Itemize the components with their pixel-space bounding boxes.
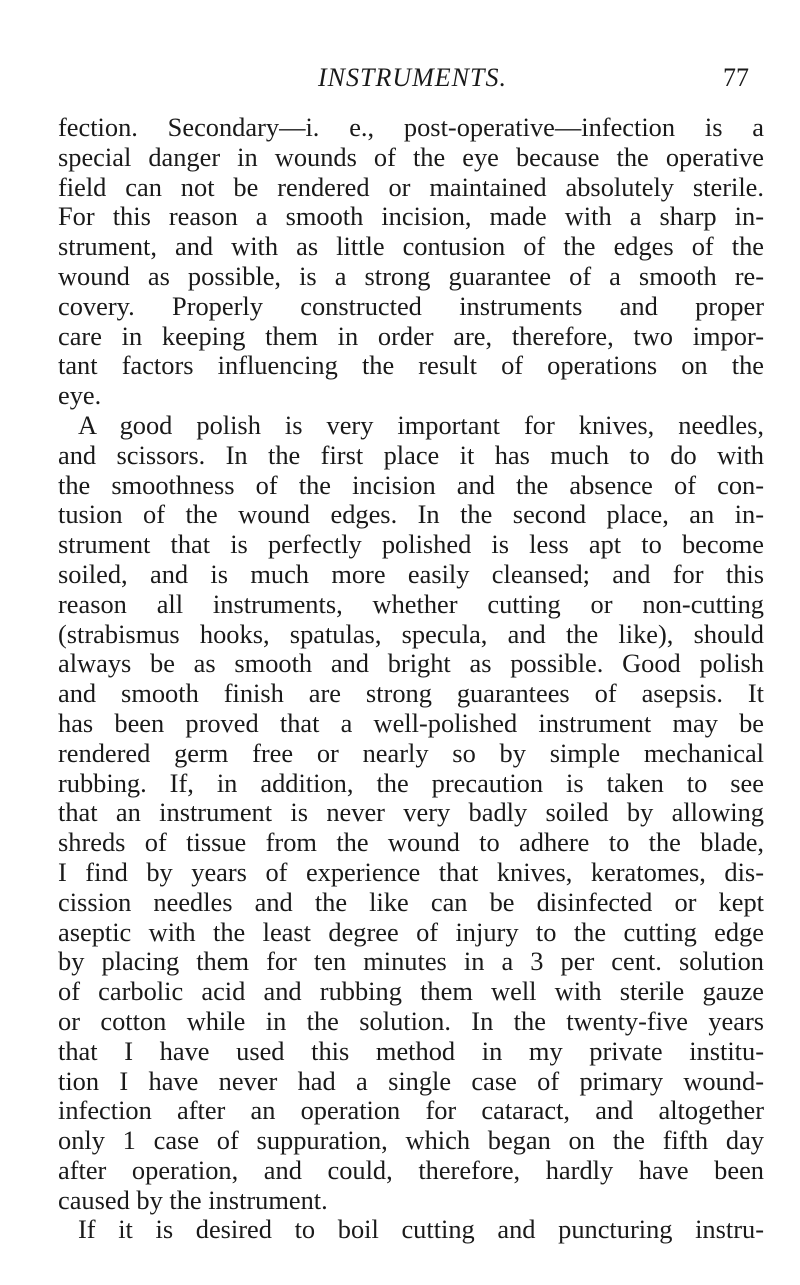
text-line: field can not be rendered or maintained absolutely sterile. bbox=[58, 171, 764, 202]
text-line: and smooth finish are strong guarantees of asepsis. It bbox=[58, 678, 764, 709]
text-line: tusion of the wound edges. In the second place, an in- bbox=[58, 499, 764, 530]
running-header bbox=[0, 58, 800, 98]
text-line: soiled, and is much more easily cleansed; and for this bbox=[58, 558, 764, 589]
running-title: INSTRUMENTS. bbox=[318, 63, 507, 92]
text-line: and scissors. In the first place it has much to do with bbox=[58, 439, 764, 470]
text-line: the smoothness of the incision and the absence of con- bbox=[58, 469, 764, 500]
text-line: rendered germ free or nearly so by simple mechanical bbox=[58, 737, 764, 768]
text-line: covery. Properly constructed instruments and proper bbox=[58, 290, 764, 321]
text-line: wound as possible, is a strong guarantee of a smooth re- bbox=[58, 260, 764, 291]
text-line: only 1 case of suppuration, which began on the fifth day bbox=[58, 1125, 764, 1156]
text-line: For this reason a smooth incision, made with a sharp in- bbox=[58, 201, 764, 232]
text-line: care in keeping them in order are, therefore, two impor- bbox=[58, 320, 764, 351]
paragraph-start-line: If it is desired to boil cutting and puncturing instru- bbox=[78, 1214, 764, 1245]
text-line: tant factors influencing the result of operations on the bbox=[58, 350, 764, 381]
paragraph-end-line: eye. bbox=[58, 380, 102, 411]
text-line: tion I have never had a single case of primary wound- bbox=[58, 1065, 764, 1096]
text-line: or cotton while in the solution. In the twenty-five years bbox=[58, 1005, 764, 1036]
text-line: aseptic with the least degree of injury to the cutting edge bbox=[58, 916, 764, 947]
text-line: always be as smooth and bright as possible. Good polish bbox=[58, 648, 764, 679]
paragraph-end-line: caused by the instrument. bbox=[58, 1184, 328, 1215]
text-line: I find by years of experience that knives, keratomes, dis- bbox=[58, 856, 764, 887]
text-line: fection. Secondary—i. e., post-operative—infection is a bbox=[58, 112, 764, 142]
text-line: strument that is perfectly polished is less apt to become bbox=[58, 529, 764, 560]
text-line: rubbing. If, in addition, the precaution is taken to see bbox=[58, 767, 764, 798]
text-line: cission needles and the like can be disinfected or kept bbox=[58, 886, 764, 917]
page-number: 77 bbox=[723, 63, 749, 92]
paragraph-start-line: A good polish is very important for knives, needles, bbox=[78, 409, 764, 440]
text-line: strument, and with as little contusion of the edges of the bbox=[58, 231, 764, 262]
text-line: that I have used this method in my private institu- bbox=[58, 1035, 764, 1066]
text-line: of carbolic acid and rubbing them well with sterile gauze bbox=[58, 976, 764, 1007]
text-line: has been proved that a well-polished instrument may be bbox=[58, 707, 764, 738]
body-text bbox=[58, 113, 764, 1245]
text-line: by placing them for ten minutes in a 3 per cent. solution bbox=[58, 946, 764, 977]
text-line: after operation, and could, therefore, hardly have been bbox=[58, 1154, 764, 1185]
text-line: shreds of tissue from the wound to adhere to the blade, bbox=[58, 827, 764, 858]
text-line: that an instrument is never very badly soiled by allowing bbox=[58, 797, 764, 828]
text-line: reason all instruments, whether cutting or non-cutting bbox=[58, 588, 764, 619]
text-line: (strabismus hooks, spatulas, specula, and the like), should bbox=[58, 618, 764, 649]
text-line: infection after an operation for cataract, and altogether bbox=[58, 1095, 764, 1126]
text-line: special danger in wounds of the eye because the operative bbox=[58, 141, 764, 172]
